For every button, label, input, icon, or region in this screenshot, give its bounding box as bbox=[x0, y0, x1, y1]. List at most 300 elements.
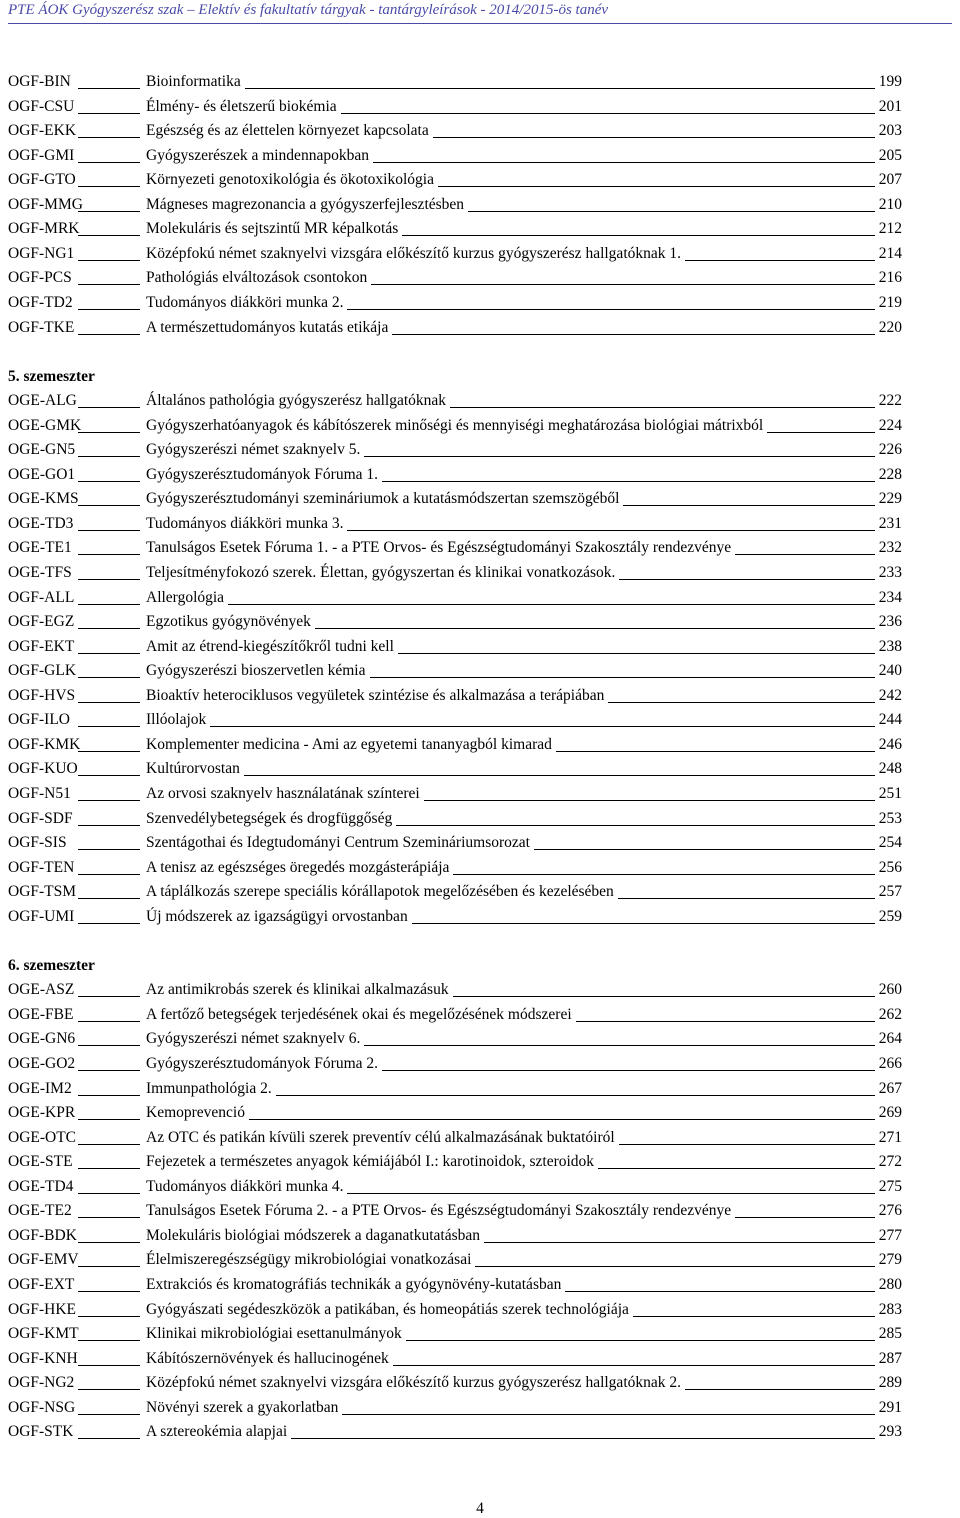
course-code: OGF-GMI bbox=[8, 146, 75, 164]
code-underline bbox=[78, 554, 140, 555]
code-underline bbox=[78, 211, 140, 212]
leader-line bbox=[406, 1340, 875, 1341]
code-underline bbox=[78, 407, 140, 408]
course-code: OGF-KMT bbox=[8, 1325, 79, 1343]
course-title: Molekuláris és sejtszintű MR képalkotás bbox=[146, 220, 399, 238]
course-code: OGE-ALG bbox=[8, 392, 77, 410]
page-ref: 287 bbox=[878, 1349, 902, 1367]
code-underline bbox=[78, 702, 140, 703]
course-title: Kábítószernövények és hallucinogének bbox=[146, 1349, 389, 1367]
course-code: OGF-STK bbox=[8, 1423, 74, 1441]
course-code: OGF-HKE bbox=[8, 1300, 77, 1318]
page-ref: 238 bbox=[878, 637, 902, 655]
toc-entry[interactable] bbox=[8, 831, 952, 855]
course-title: Extrakciós és kromatográfiás technikák a gyógynövény-kutatásban bbox=[146, 1275, 562, 1293]
course-code: OGF-MMG bbox=[8, 195, 83, 213]
leader-line bbox=[534, 849, 875, 850]
code-underline bbox=[78, 113, 140, 114]
course-code: OGF-SIS bbox=[8, 834, 67, 852]
toc-entry[interactable] bbox=[8, 1199, 952, 1223]
course-code: OGF-TKE bbox=[8, 318, 75, 336]
page-ref: 207 bbox=[878, 171, 902, 189]
course-code: OGF-MRK bbox=[8, 220, 80, 238]
course-title: Gyógyszerésztudományi szemináriumok a kutatásmódszertan szemszögéből bbox=[146, 490, 620, 508]
toc-entry[interactable] bbox=[8, 1371, 952, 1395]
leader-line bbox=[453, 996, 875, 997]
code-underline bbox=[78, 800, 140, 801]
course-code: OGF-TSM bbox=[8, 883, 77, 901]
course-title: Gyógyszerészek a mindennapokban bbox=[146, 146, 369, 164]
toc-entry[interactable] bbox=[8, 1298, 952, 1322]
toc-entry[interactable] bbox=[8, 1347, 952, 1371]
course-title: A sztereokémia alapjai bbox=[146, 1423, 288, 1441]
course-title: Szenvedélybetegségek és drogfüggőség bbox=[146, 809, 393, 827]
course-code: OGF-CSU bbox=[8, 97, 75, 115]
course-title: Tudományos diákköri munka 3. bbox=[146, 514, 344, 532]
course-title: Gyógyszerhatóanyagok és kábítószerek minőségi és mennyiségi meghatározása biológiai mátrixból bbox=[146, 416, 764, 434]
leader-line bbox=[450, 407, 875, 408]
leader-line bbox=[438, 186, 875, 187]
page-ref: 212 bbox=[878, 220, 902, 238]
page-ref: 203 bbox=[878, 122, 902, 140]
page-ref: 201 bbox=[878, 97, 902, 115]
code-underline bbox=[78, 1414, 140, 1415]
code-underline bbox=[78, 260, 140, 261]
leader-line bbox=[556, 751, 875, 752]
course-title: Élelmiszeregészségügy mikrobiológiai vonatkozásai bbox=[146, 1251, 472, 1269]
code-underline bbox=[78, 726, 140, 727]
code-underline bbox=[78, 996, 140, 997]
page-ref: 259 bbox=[878, 907, 902, 925]
toc-entry[interactable] bbox=[8, 1150, 952, 1174]
page-ref: 251 bbox=[878, 784, 902, 802]
course-title: Gyógyszerészi német szaknyelv 6. bbox=[146, 1030, 361, 1048]
course-code: OGF-EGZ bbox=[8, 613, 75, 631]
course-title: A táplálkozás szerepe speciális kórállapotok megelőzésében és kezelésében bbox=[146, 883, 614, 901]
course-code: OGF-KNH bbox=[8, 1349, 78, 1367]
code-underline bbox=[78, 505, 140, 506]
leader-line bbox=[735, 554, 875, 555]
leader-line bbox=[453, 874, 875, 875]
page-ref: 277 bbox=[878, 1226, 902, 1244]
leader-line bbox=[619, 579, 875, 580]
code-underline bbox=[78, 923, 140, 924]
code-underline bbox=[78, 162, 140, 163]
course-title: Egzotikus gyógynövények bbox=[146, 613, 311, 631]
leader-line bbox=[608, 702, 875, 703]
code-underline bbox=[78, 628, 140, 629]
page-ref: 216 bbox=[878, 269, 902, 287]
page-ref: 246 bbox=[878, 735, 902, 753]
page-ref: 289 bbox=[878, 1374, 902, 1392]
running-header: PTE ÁOK Gyógyszerész szak – Elektív és fakultatív tárgyak - tantárgyleírások - 2014/2015-ös tanév bbox=[8, 2, 952, 24]
course-code: OGE-ASZ bbox=[8, 981, 75, 999]
toc-entry[interactable] bbox=[8, 978, 952, 1002]
code-underline bbox=[78, 88, 140, 89]
toc-entry[interactable] bbox=[8, 586, 952, 610]
toc-entry[interactable] bbox=[8, 684, 952, 708]
toc-entry[interactable] bbox=[8, 1175, 952, 1199]
toc-entry[interactable] bbox=[8, 807, 952, 831]
page-ref: 291 bbox=[878, 1398, 902, 1416]
leader-line bbox=[398, 653, 875, 654]
code-underline bbox=[78, 1340, 140, 1341]
code-underline bbox=[78, 579, 140, 580]
page-ref: 199 bbox=[878, 73, 902, 90]
course-title: Környezeti genotoxikológia és ökotoxikológia bbox=[146, 171, 434, 189]
leader-line bbox=[685, 1389, 875, 1390]
leader-line bbox=[735, 1217, 875, 1218]
page-ref: 231 bbox=[878, 514, 902, 532]
toc-entry[interactable] bbox=[8, 242, 952, 266]
course-title: Bioinformatika bbox=[146, 73, 241, 90]
toc-entry[interactable] bbox=[8, 463, 952, 487]
page-ref: 229 bbox=[878, 490, 902, 508]
course-title: Tanulságos Esetek Fóruma 2. - a PTE Orvos- és Egészségtudományi Szakosztály rendezvénye bbox=[146, 1202, 732, 1220]
course-title: Amit az étrend-kiegészítőkről tudni kell bbox=[146, 637, 394, 655]
page-number: 4 bbox=[476, 1500, 484, 1517]
course-code: OGF-ILO bbox=[8, 711, 70, 729]
course-title: Komplementer medicina - Ami az egyetemi tananyagból kimarad bbox=[146, 735, 552, 753]
page-ref: 226 bbox=[878, 441, 902, 459]
leader-line bbox=[291, 1438, 875, 1439]
section-title: 6. szemeszter bbox=[8, 956, 95, 974]
page-ref: 285 bbox=[878, 1325, 902, 1343]
course-code: OGE-TD4 bbox=[8, 1177, 74, 1195]
code-underline bbox=[78, 1021, 140, 1022]
page-ref: 262 bbox=[878, 1005, 902, 1023]
course-code: OGE-FBE bbox=[8, 1005, 74, 1023]
leader-line bbox=[767, 432, 875, 433]
code-underline bbox=[78, 1291, 140, 1292]
course-title: Mágneses magrezonancia a gyógyszerfejlesztésben bbox=[146, 195, 465, 213]
course-code: OGF-EKT bbox=[8, 637, 75, 655]
code-underline bbox=[78, 1168, 140, 1169]
course-title: Az OTC és patikán kívüli szerek preventív célú alkalmazásának buktatóiról bbox=[146, 1128, 615, 1146]
leader-line bbox=[393, 1365, 875, 1366]
course-title: Fejezetek a természetes anyagok kémiájából I.: karotinoidok, szteroidok bbox=[146, 1153, 595, 1171]
course-title: Középfokú német szaknyelvi vizsgára előkészítő kurzus gyógyszerész hallgatóknak 1. bbox=[146, 244, 681, 262]
course-title: Általános pathológia gyógyszerész hallgatóknak bbox=[146, 392, 447, 410]
course-code: OGF-KUO bbox=[8, 760, 78, 778]
code-underline bbox=[78, 825, 140, 826]
page-ref: 271 bbox=[878, 1128, 902, 1146]
page-ref: 232 bbox=[878, 539, 902, 557]
toc-entry[interactable] bbox=[8, 291, 952, 315]
toc-entry[interactable] bbox=[8, 1396, 952, 1420]
toc-entry[interactable] bbox=[8, 1027, 952, 1051]
page-ref: 267 bbox=[878, 1079, 902, 1097]
leader-line bbox=[433, 137, 875, 138]
course-code: OGF-NG1 bbox=[8, 244, 75, 262]
course-title: Gyógyszerészi bioszervetlen kémia bbox=[146, 662, 366, 680]
course-code: OGE-TE2 bbox=[8, 1202, 72, 1220]
leader-line bbox=[371, 284, 875, 285]
page-ref: 205 bbox=[878, 146, 902, 164]
toc-entry[interactable] bbox=[8, 316, 952, 340]
toc-entry[interactable] bbox=[8, 880, 952, 904]
course-title: Szentágothai és Idegtudományi Centrum Szemináriumsorozat bbox=[146, 834, 530, 852]
page-ref: 266 bbox=[878, 1055, 902, 1072]
page-ref: 275 bbox=[878, 1177, 902, 1195]
leader-line bbox=[633, 1316, 875, 1317]
leader-line bbox=[341, 113, 875, 114]
code-underline bbox=[78, 309, 140, 310]
page-ref: 264 bbox=[878, 1030, 902, 1048]
toc-entry[interactable] bbox=[8, 70, 952, 94]
course-title: Egészség és az élettelen környezet kapcsolata bbox=[146, 122, 429, 140]
course-code: OGF-NG2 bbox=[8, 1374, 75, 1392]
course-code: OGE-GMK bbox=[8, 416, 82, 434]
course-code: OGF-EKK bbox=[8, 122, 77, 140]
section-title: 5. szemeszter bbox=[8, 367, 95, 385]
page-ref: 222 bbox=[878, 392, 902, 410]
course-code: OGE-TD3 bbox=[8, 514, 74, 532]
toc-entry[interactable] bbox=[8, 733, 952, 757]
toc-entry[interactable] bbox=[8, 757, 952, 781]
course-code: OGF-KMK bbox=[8, 735, 81, 753]
code-underline bbox=[78, 1438, 140, 1439]
course-code: OGF-EXT bbox=[8, 1275, 75, 1293]
course-title: Gyógyszerészi német szaknyelv 5. bbox=[146, 441, 361, 459]
leader-line bbox=[402, 235, 875, 236]
code-underline bbox=[78, 898, 140, 899]
page-ref: 242 bbox=[878, 686, 902, 704]
toc-entry[interactable] bbox=[8, 487, 952, 511]
code-underline bbox=[78, 432, 140, 433]
course-code: OGE-KMS bbox=[8, 490, 79, 508]
code-underline bbox=[78, 1389, 140, 1390]
course-title: A fertőző betegségek terjedésének okai és megelőzésének módszerei bbox=[146, 1005, 572, 1023]
toc-entry[interactable] bbox=[8, 1420, 952, 1444]
course-code: OGE-GN6 bbox=[8, 1030, 76, 1048]
course-code: OGF-PCS bbox=[8, 269, 72, 287]
toc-entry[interactable] bbox=[8, 610, 952, 634]
page-ref: 260 bbox=[878, 981, 902, 999]
course-code: OGE-STE bbox=[8, 1153, 73, 1171]
leader-line bbox=[276, 1095, 875, 1096]
code-underline bbox=[78, 1119, 140, 1120]
page-ref: 244 bbox=[878, 711, 902, 729]
toc-entry[interactable] bbox=[8, 438, 952, 462]
code-underline bbox=[78, 1266, 140, 1267]
page-ref: 210 bbox=[878, 195, 902, 213]
course-title: Gyógyszerésztudományok Fóruma 1. bbox=[146, 465, 379, 483]
toc-entry[interactable] bbox=[8, 536, 952, 560]
code-underline bbox=[78, 1242, 140, 1243]
leader-line bbox=[228, 604, 875, 605]
page-ref: 248 bbox=[878, 760, 902, 778]
course-code: OGF-ALL bbox=[8, 588, 75, 606]
leader-line bbox=[484, 1242, 875, 1243]
code-underline bbox=[78, 874, 140, 875]
code-underline bbox=[78, 1365, 140, 1366]
page-ref: 269 bbox=[878, 1104, 902, 1122]
course-title: Kemoprevenció bbox=[146, 1104, 245, 1122]
course-code: OGF-SDF bbox=[8, 809, 73, 827]
course-title: Az orvosi szaknyelv használatának színterei bbox=[146, 784, 420, 802]
toc-entry[interactable] bbox=[8, 1126, 952, 1150]
page-ref: 254 bbox=[878, 834, 902, 852]
page-ref: 236 bbox=[878, 613, 902, 631]
leader-line bbox=[210, 726, 875, 727]
toc-entry[interactable] bbox=[8, 193, 952, 217]
toc-entry[interactable] bbox=[8, 1003, 952, 1027]
course-code: OGE-TE1 bbox=[8, 539, 72, 557]
toc-entry[interactable] bbox=[8, 144, 952, 168]
page-ref: 240 bbox=[878, 662, 902, 680]
course-code: OGE-KPR bbox=[8, 1104, 76, 1122]
page-ref: 293 bbox=[878, 1423, 902, 1441]
course-title: A természettudományos kutatás etikája bbox=[146, 318, 389, 336]
course-code: OGF-GTO bbox=[8, 171, 76, 189]
page-ref: 256 bbox=[878, 858, 902, 876]
page-ref: 220 bbox=[878, 318, 902, 336]
page-ref: 214 bbox=[878, 244, 902, 262]
course-title: Tudományos diákköri munka 4. bbox=[146, 1177, 344, 1195]
leader-line bbox=[373, 162, 875, 163]
course-title: Teljesítményfokozó szerek. Élettan, gyógyszertan és klinikai vonatkozások. bbox=[146, 564, 616, 581]
toc-entry[interactable] bbox=[8, 635, 952, 659]
code-underline bbox=[78, 775, 140, 776]
course-title: Az antimikrobás szerek és klinikai alkalmazásuk bbox=[146, 981, 449, 999]
leader-line bbox=[245, 88, 875, 89]
toc-entry[interactable] bbox=[8, 389, 952, 413]
leader-line bbox=[249, 1119, 875, 1120]
course-code: OGE-OTC bbox=[8, 1128, 77, 1146]
code-underline bbox=[78, 653, 140, 654]
course-code: OGF-N51 bbox=[8, 784, 71, 802]
toc-entry[interactable] bbox=[8, 905, 952, 929]
leader-line bbox=[685, 260, 875, 261]
course-title: Pathológiás elváltozások csontokon bbox=[146, 269, 368, 287]
page-ref: 279 bbox=[878, 1251, 902, 1269]
leader-line bbox=[412, 923, 875, 924]
leader-line bbox=[342, 1414, 875, 1415]
leader-line bbox=[244, 775, 875, 776]
course-title: Növényi szerek a gyakorlatban bbox=[146, 1398, 339, 1416]
toc-entry[interactable] bbox=[8, 1101, 952, 1125]
page-ref: 253 bbox=[878, 809, 902, 827]
course-title: Középfokú német szaknyelvi vizsgára előkészítő kurzus gyógyszerész hallgatóknak 2. bbox=[146, 1374, 681, 1392]
code-underline bbox=[78, 1045, 140, 1046]
course-title: Gyógyszerésztudományok Fóruma 2. bbox=[146, 1055, 379, 1072]
leader-line bbox=[623, 505, 875, 506]
course-code: OGF-HVS bbox=[8, 686, 76, 704]
leader-line bbox=[619, 1144, 875, 1145]
course-code: OGF-EMV bbox=[8, 1251, 79, 1269]
course-title: Klinikai mikrobiológiai esettanulmányok bbox=[146, 1325, 402, 1343]
course-title: Molekuláris biológiai módszerek a daganatkutatásban bbox=[146, 1226, 481, 1244]
toc-entry[interactable] bbox=[8, 561, 952, 585]
code-underline bbox=[78, 137, 140, 138]
code-underline bbox=[78, 456, 140, 457]
code-underline bbox=[78, 530, 140, 531]
course-code: OGF-NSG bbox=[8, 1398, 76, 1416]
course-title: Illóolajok bbox=[146, 711, 207, 729]
toc-entry[interactable] bbox=[8, 414, 952, 438]
toc-entry[interactable] bbox=[8, 659, 952, 683]
leader-line bbox=[396, 825, 875, 826]
leader-line bbox=[364, 456, 875, 457]
code-underline bbox=[78, 186, 140, 187]
course-title: Kultúrorvostan bbox=[146, 760, 240, 778]
leader-line bbox=[347, 530, 875, 531]
toc-entry[interactable] bbox=[8, 708, 952, 732]
course-title: Tudományos diákköri munka 2. bbox=[146, 293, 344, 311]
course-code: OGE-IM2 bbox=[8, 1079, 72, 1097]
toc-entry[interactable] bbox=[8, 266, 952, 290]
course-code: OGF-TD2 bbox=[8, 293, 73, 311]
code-underline bbox=[78, 481, 140, 482]
toc-entry[interactable] bbox=[8, 1077, 952, 1101]
toc-entry[interactable] bbox=[8, 856, 952, 880]
course-title: Gyógyászati segédeszközök a patikában, és homeopátiás szerek technológiája bbox=[146, 1300, 629, 1318]
course-code: OGF-TEN bbox=[8, 858, 75, 876]
code-underline bbox=[78, 1070, 140, 1071]
course-title: Új módszerek az igazságügyi orvostanban bbox=[146, 907, 408, 925]
course-title: A tenisz az egészséges öregedés mozgásterápiája bbox=[146, 858, 450, 876]
page-ref: 224 bbox=[878, 416, 902, 434]
leader-line bbox=[382, 1070, 875, 1071]
code-underline bbox=[78, 235, 140, 236]
toc-entry[interactable] bbox=[8, 782, 952, 806]
leader-line bbox=[598, 1168, 875, 1169]
leader-line bbox=[315, 628, 875, 629]
course-title: Immunpathológia 2. bbox=[146, 1079, 272, 1097]
leader-line bbox=[475, 1266, 875, 1267]
toc-entry[interactable] bbox=[8, 1273, 952, 1297]
toc-entry[interactable] bbox=[8, 119, 952, 143]
toc-entry[interactable] bbox=[8, 217, 952, 241]
course-code: OGF-BIN bbox=[8, 73, 71, 90]
leader-line bbox=[370, 677, 875, 678]
course-code: OGF-GLK bbox=[8, 662, 77, 680]
page-ref: 283 bbox=[878, 1300, 902, 1318]
leader-line bbox=[364, 1045, 875, 1046]
toc-entry[interactable] bbox=[8, 1224, 952, 1248]
code-underline bbox=[78, 677, 140, 678]
page-ref: 276 bbox=[878, 1202, 902, 1220]
course-code: OGF-UMI bbox=[8, 907, 75, 925]
code-underline bbox=[78, 1144, 140, 1145]
leader-line bbox=[576, 1021, 875, 1022]
course-code: OGE-TFS bbox=[8, 564, 72, 581]
course-title: Bioaktív heterociklusos vegyületek szintézise és alkalmazása a terápiában bbox=[146, 686, 605, 704]
toc-entry[interactable] bbox=[8, 1052, 952, 1076]
code-underline bbox=[78, 1095, 140, 1096]
code-underline bbox=[78, 751, 140, 752]
page-ref: 228 bbox=[878, 465, 902, 483]
toc-entry[interactable] bbox=[8, 1322, 952, 1346]
leader-line bbox=[468, 211, 875, 212]
course-title: Élmény- és életszerű biokémia bbox=[146, 97, 337, 115]
toc-entry[interactable] bbox=[8, 95, 952, 119]
page-ref: 280 bbox=[878, 1275, 902, 1293]
course-code: OGE-GN5 bbox=[8, 441, 76, 459]
code-underline bbox=[78, 284, 140, 285]
leader-line bbox=[382, 481, 875, 482]
course-code: OGE-GO1 bbox=[8, 465, 76, 483]
page-ref: 234 bbox=[878, 588, 902, 606]
toc-entry[interactable] bbox=[8, 1248, 952, 1272]
course-title: Tanulságos Esetek Fóruma 1. - a PTE Orvos- és Egészségtudományi Szakosztály rendezvénye bbox=[146, 539, 732, 557]
page-ref: 233 bbox=[878, 564, 902, 581]
code-underline bbox=[78, 1316, 140, 1317]
toc-entry[interactable] bbox=[8, 512, 952, 536]
toc-entry[interactable] bbox=[8, 168, 952, 192]
page-ref: 272 bbox=[878, 1153, 902, 1171]
